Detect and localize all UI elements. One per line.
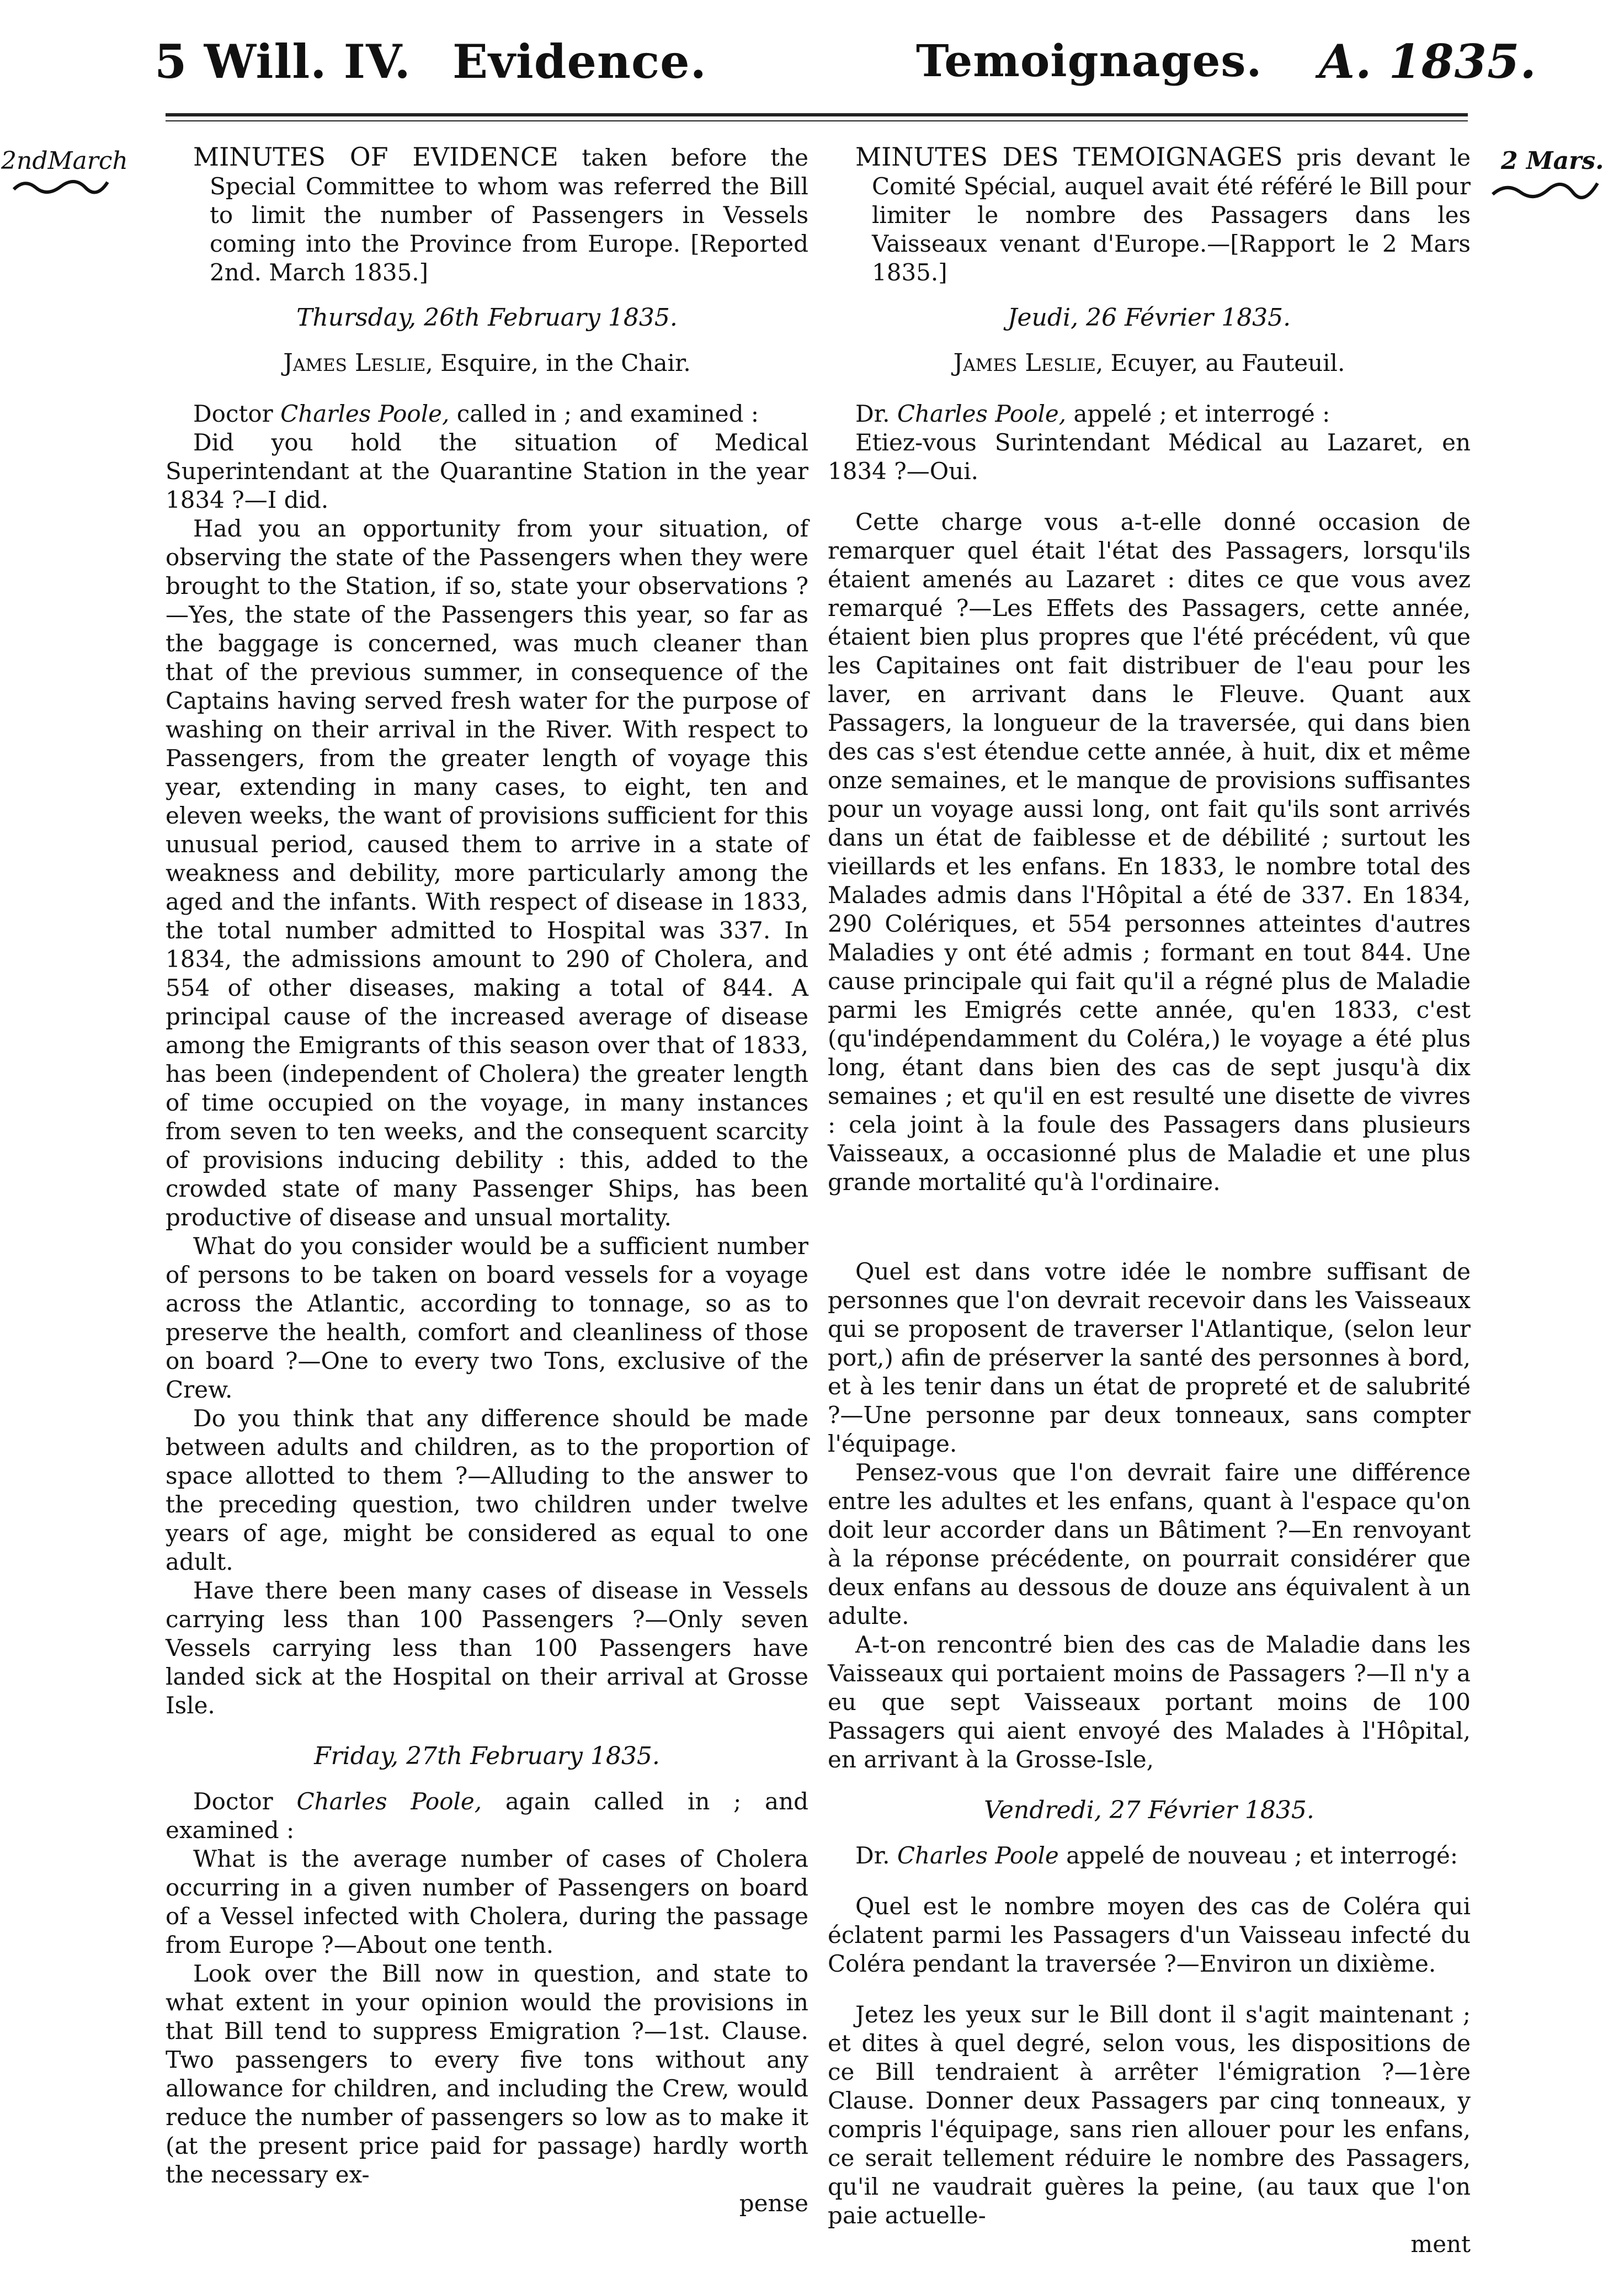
french-q2: Cette charge vous a-t-elle donné occasion de remarquer quel était l'état des Passagers, lorsqu'ils étaient amenés au Lazaret : dites ce que vous avez remarqué ?—Les Effets des Passagers, cette année, étaient bien plus propres que l'été précédent, vû que les Capitaines ont fait distribuer de l'eau pour les laver, en arrivant dans le Fleuve. Quant aux Passagers, la longueur de la traversée, qui dans bien des cas s'est étendue cette année, à huit, dix et même onze semaines, et le manque de provisions suffisantes pour un voyage aussi long, ont fait qu'ils sont arrivés dans un état de faiblesse et de débilité ; surtout les vieillards et les enfans. En 1833, le nombre total des Malades admis dans l'Hôpital a été de 337. En 1834, 290 Colériques, et 554 personnes atteintes d'autres Maladies y ont été admis ; formant en tout 844. Une cause principale qui fait qu'il a régné plus de Maladie parmi les Emigrés cette année, qu'en 1833, c'est (qu'indépendamment du Coléra,) le voyage a été plus long, étant dans bien des cas de sept jusqu'à dix semaines ; et qu'il en est resulté une disette de vivres : cela joint à la foule des Passagers dans plusieurs Vaisseaux, a occasionné plus de Maladie et une plus grande mortalité qu'à l'ordinaire. (828, 508, 1471, 1196)
english-date-thursday: Thursday, 26th February 1835. (296, 304, 678, 332)
french-q4: Pensez-vous que l'on devrait faire une différence entre les adultes et les enfans, quant à l'espace qu'on doit leur accorder dans un Bâtiment ?—En renvoyant à la réponse précédente, on pourrait considérer que deux enfans au dessous de douze ans équivalent à un adulte. (828, 1459, 1471, 1629)
english-title-rest: taken before the Special Committee to whom was referred the Bill to limit the number of Passengers in Vessels coming into the Province from Europe. [Reported 2nd. March 1835.] (210, 144, 809, 286)
french-called-in-2 (828, 1841, 1471, 1870)
english-called1-pre: Doctor (193, 400, 281, 427)
running-header-session: 5 Will. IV. (155, 34, 411, 89)
french-chair (828, 349, 1471, 378)
english-chair-name: James Leslie (283, 349, 426, 377)
french-called1-post: appelé ; et interrogé : (1066, 400, 1330, 427)
english-q2: Had you an opportunity from your situation, of observing the state of the Passengers when they were brought to the Station, if so, state your observations ?—Yes, the state of the Passengers this year, so far as the baggage is concerned, was much cleaner than that of the previous summer, in consequence of the Captains having served fresh water for the purpose of washing on their arrival in the River. With respect to Passengers, from the greater length of voyage this year, extending in many cases, to eight, ten and eleven weeks, the want of provisions sufficient for this unusual period, caused them to arrive in a state of weakness and debility, more particularly among the aged and the infants. With respect of disease in 1833, the total number admitted to Hospital was 337. In 1834, the admissions amount to 290 of Cholera, and 554 of other diseases, making a total of 844. A principal cause of the increased average of disease among the Emigrants of this season over that of 1833, has been (independent of Cholera) the greater length of time occupied on the voyage, in many instances from seven to ten weeks, and the consequent scarcity of provisions inducing debility : this, added to the crowded state of many Passenger Ships, has been productive of disease and unsual mortality. (166, 515, 808, 1231)
french-called1-name: Charles Poole, (897, 400, 1067, 427)
header-rule-thin (166, 120, 1468, 121)
english-called-in-1 (166, 400, 808, 428)
running-header-evidence: Evidence. (452, 34, 707, 89)
french-date-jeudi: Jeudi, 26 Février 1835. (1007, 304, 1291, 332)
french-title-lead: MINUTES DES TEMOIGNAGES (855, 142, 1283, 172)
english-chair-rest: , Esquire, in the Chair. (425, 349, 691, 376)
french-called2-name: Charles Poole (897, 1842, 1059, 1869)
french-column (828, 142, 1471, 2259)
french-title (828, 142, 1471, 287)
english-q6: What is the average number of cases of Cholera occurring in a given number of Passengers on board of a Vessel infected with Cholera, during the passage from Europe ?—About one tenth. (166, 1845, 808, 1958)
french-catchword: ment (1410, 2231, 1471, 2258)
running-header-year: A. 1835. (1319, 34, 1537, 89)
english-q3: What do you consider would be a sufficient number of persons to be taken on board vessels for a voyage across the Atlantic, according to tonnage, so as to preserve the health, comfort and cleanliness of those on board ?—One to every two Tons, exclusive of the Crew. (166, 1233, 808, 1403)
french-q3: Quel est dans votre idée le nombre suffisant de personnes que l'on devrait recevoir dans les Vaisseaux qui se proposent de traverser l'Atlantique, (selon leur port,) afin de préserver la santé des personnes à bord, et à les tenir dans un état de propreté et de salubrité ?—Une personne par deux tonneaux, sans compter l'équipage. (828, 1258, 1471, 1457)
running-header-temoignages: Temoignages. (916, 35, 1263, 87)
english-q1: Did you hold the situation of Medical Superintendant at the Quarantine Station in the year 1834 ?—I did. (166, 429, 808, 513)
french-chair-name: James Leslie (953, 349, 1096, 377)
margin-date-right: 2 Mars. (1501, 147, 1604, 175)
french-date-vendredi: Vendredi, 27 Février 1835. (984, 1796, 1314, 1824)
french-called2-post: appelé de nouveau ; et interrogé: (1058, 1842, 1458, 1869)
english-called-in-2 (166, 1787, 808, 1845)
french-title-rest: pris devant le Comité Spécial, auquel avait été référé le Bill pour limiter le nombre des Passagers dans les Vaisseaux venant d'Europe.—[Rapport le 2 Mars 1835.] (872, 144, 1471, 286)
english-title (166, 142, 808, 287)
french-q6: Quel est le nombre moyen des cas de Coléra qui éclatent parmi les Passagers d'un Vaisseau infecté du Coléra pendant la traversée ?—Environ un dixième. (828, 1893, 1471, 1977)
margin-date-left: 2ndMarch (1, 147, 128, 175)
english-date-friday: Friday, 27th February 1835. (314, 1742, 660, 1770)
flourish-right-icon (1490, 178, 1600, 200)
english-called2-name: Charles Poole, (296, 1788, 482, 1815)
french-q1: Etiez-vous Surintendant Médical au Lazaret, en 1834 ?—Oui. (828, 429, 1471, 485)
french-called-in-1 (828, 400, 1471, 428)
english-called2-post: again called in ; and examined : (166, 1788, 809, 1844)
english-column (166, 142, 808, 2218)
english-title-lead: MINUTES OF EVIDENCE (193, 142, 558, 172)
english-q7: Look over the Bill now in question, and state to what extent in your opinion would the provisions in that Bill tend to suppress Emigration ?—1st. Clause. Two passengers to every five tons without any allowance for children, and including the Crew, would reduce the number of passengers so low as to make it (at the present price paid for passage) hardly worth the necessary ex- (166, 1960, 808, 2188)
french-called1-pre: Dr. (855, 400, 897, 427)
english-called1-name: Charles Poole, (280, 400, 450, 427)
french-q7: Jetez les yeux sur le Bill dont il s'agit maintenant ; et dites à quel degré, selon vous, les dispositions de ce Bill tendraient à arrêter l'émigration ?—1ère Clause. Donner deux Passagers par cinq tonneaux, y compris l'équipage, sans rien allouer pour les enfans, ce serait tellement réduire le nombre des Passagers, qu'il ne vaudrait guères la peine, (au taux que l'on paie actuelle- (828, 2001, 1471, 2229)
english-q4: Do you think that any difference should be made between adults and children, as to the proportion of space allotted to them ?—Alluding to the answer to the preceding question, two children under twelve years of age, might be considered as equal to one adult. (166, 1405, 808, 1575)
flourish-left-icon (11, 176, 110, 198)
header-rule-thick (166, 113, 1468, 116)
english-called2-pre: Doctor (193, 1788, 297, 1815)
english-catchword: pense (739, 2190, 808, 2217)
french-called2-pre: Dr. (855, 1842, 897, 1869)
french-q5: A-t-on rencontré bien des cas de Maladie dans les Vaisseaux qui portaient moins de Passagers ?—Il n'y a eu que sept Vaisseaux portant moins de 100 Passagers qui aient envoyé des Malades à l'Hôpital, en arrivant à la Grosse-Isle, (828, 1631, 1471, 1773)
english-called1-post: called in ; and examined : (449, 400, 759, 427)
english-q5: Have there been many cases of disease in Vessels carrying less than 100 Passengers ?—Only seven Vessels carrying less than 100 Passengers have landed sick at the Hospital on their arrival at Grosse Isle. (166, 1577, 808, 1719)
english-chair (166, 349, 808, 378)
french-chair-rest: , Ecuyer, au Fauteuil. (1095, 349, 1345, 376)
